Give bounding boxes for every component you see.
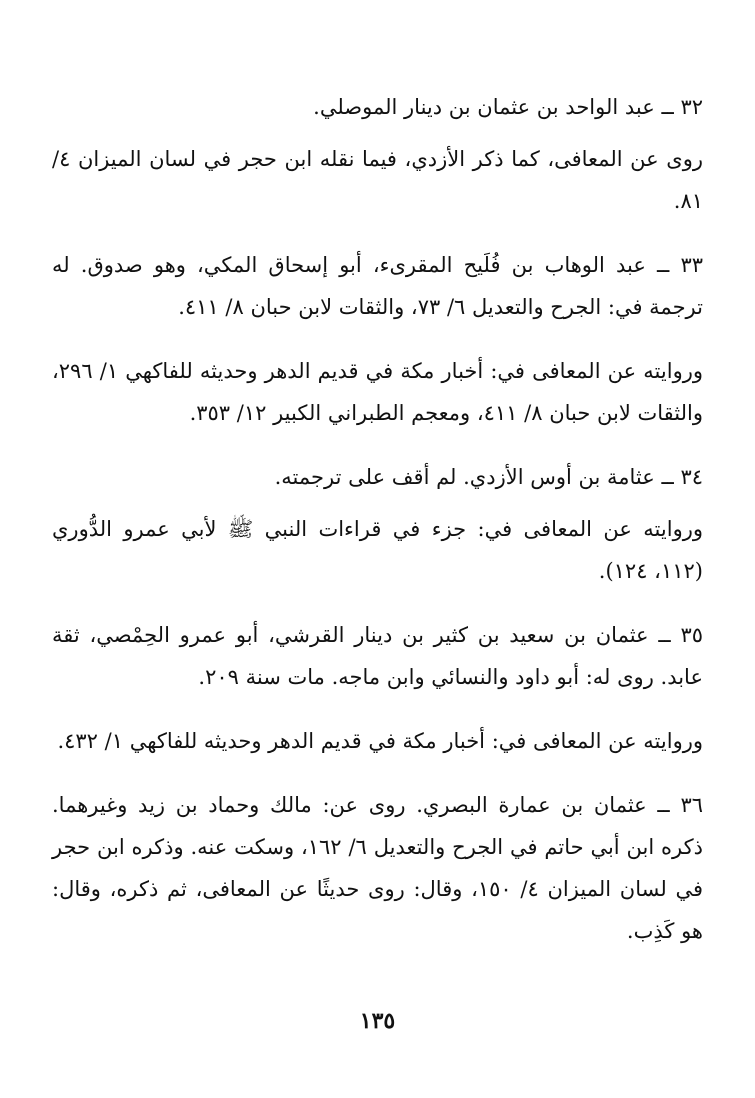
entry-33-heading: ٣٣ ــ عبد الوهاب بن فُلَيح المقرىء، أبو إسحاق المكي، وهو صدوق. له ترجمة في: الجرح والتعديل ٦/ ٧٣، والثقات لابن حبان ٨/ ٤١١.	[52, 253, 703, 319]
page-number: ١٣٥	[359, 1008, 396, 1034]
entry-35-narration: وروايته عن المعافى في: أخبار مكة في قديم الدهر وحديثه للفاكهي ١/ ٤٣٢.	[57, 729, 703, 753]
entry-35-heading: ٣٥ ــ عثمان بن سعيد بن كثير بن دينار القرشي، أبو عمرو الحِمْصي، ثقة عابد. روى له: أبو داود والنسائي وابن ماجه. مات سنة ٢٠٩.	[52, 623, 703, 689]
entry-33-narration: وروايته عن المعافى في: أخبار مكة في قديم الدهر وحديثه للفاكهي ١/ ٢٩٦، والثقات لابن حبان ٨/ ٤١١، ومعجم الطبراني الكبير ١٢/ ٣٥٣.	[52, 359, 703, 425]
entry-32-heading: ٣٢ ــ عبد الواحد بن عثمان بن دينار الموصلي.	[313, 95, 703, 119]
entry-34-narration: وروايته عن المعافى في: جزء في قراءات النبي ﷺ لأبي عمرو الدُّوري (١١٢، ١٢٤).	[52, 517, 703, 583]
entry-36-heading: ٣٦ ــ عثمان بن عمارة البصري. روى عن: مالك وحماد بن زيد وغيرهما. ذكره ابن أبي حاتم في الجرح والتعديل ٦/ ١٦٢، وسكت عنه. وذكره ابن حجر في لسان الميزان ٤/ ١٥٠، وقال: روى حديثًا عن المعافى، ثم ذكره، وقال: هو كَذِب.	[52, 793, 703, 943]
entry-34-heading: ٣٤ ــ عثامة بن أوس الأزدي. لم أقف على ترجمته.	[274, 465, 703, 489]
entry-32-narration: روى عن المعافى، كما ذكر الأزدي، فيما نقله ابن حجر في لسان الميزان ٤/ ٨١.	[52, 147, 703, 213]
